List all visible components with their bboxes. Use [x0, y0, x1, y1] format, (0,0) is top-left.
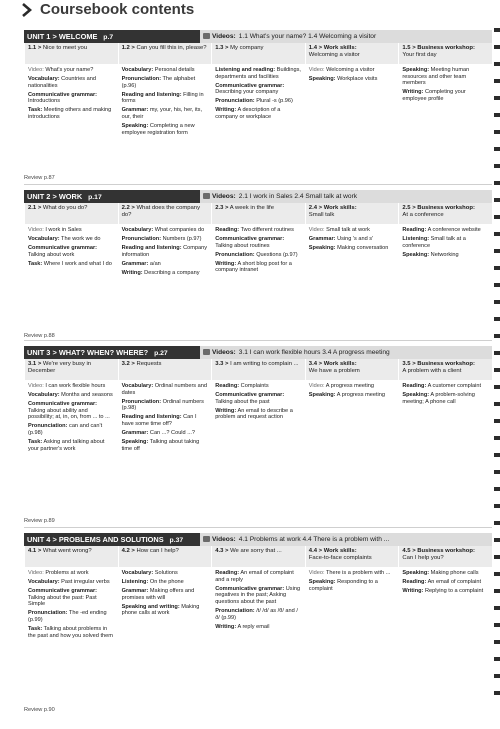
unit-page: p.27 — [152, 350, 168, 357]
edge-tab-mark — [494, 164, 500, 168]
edge-tab-mark — [494, 334, 500, 338]
lesson-item: Writing: Completing your employee profile — [402, 89, 466, 102]
lesson-item: Video: I can work flexible hours — [28, 383, 106, 389]
lesson-title: What do you do? — [42, 205, 88, 211]
lesson-body — [211, 64, 305, 121]
lesson-item: Video: Welcoming a visitor — [308, 67, 375, 73]
lesson-column — [24, 546, 118, 642]
lesson-header — [211, 546, 305, 567]
lesson-item: Speaking and writing: Making phone calls at work — [121, 603, 200, 617]
edge-tab-mark — [494, 130, 500, 134]
lesson-item: Reading: An email of complaint — [402, 579, 482, 586]
lesson-item: Vocabulary: Countries and nationalities — [28, 76, 96, 89]
lesson-item: Communicative grammar: Talking about the past: Past Simple — [28, 588, 98, 608]
unit-header — [24, 190, 492, 203]
lesson-item: Writing: A description of a company or workplace — [215, 107, 281, 121]
edge-tab-mark — [494, 28, 500, 32]
unit-page: p.17 — [86, 194, 102, 201]
unit-videos — [200, 533, 492, 546]
lesson-title: I am writing to complain ... — [230, 361, 299, 367]
edge-tab-mark — [494, 623, 500, 627]
unit-divider — [24, 340, 492, 341]
lesson-code: 3.1 > — [28, 361, 42, 367]
edge-tab-mark — [494, 198, 500, 202]
lesson-title: Can you fill this in, please? — [136, 45, 207, 51]
edge-tab-mark — [494, 79, 500, 83]
unit-page: p.7 — [101, 34, 114, 41]
lesson-item: Speaking: A progress meeting — [308, 392, 385, 399]
lesson-column — [305, 43, 399, 85]
lesson-code: 2.5 > Business workshop: — [402, 205, 475, 211]
lesson-title: My company — [230, 45, 264, 51]
lesson-body — [305, 380, 399, 399]
videos-label: Videos: — [212, 33, 236, 40]
lesson-item: Task: Where I work and what I do — [28, 260, 112, 267]
unit-page: p.37 — [167, 537, 184, 544]
lesson-column — [118, 43, 212, 139]
lesson-body — [24, 567, 118, 639]
edge-tab-mark — [494, 419, 500, 423]
unit-videos — [200, 30, 492, 43]
lesson-header — [118, 359, 212, 380]
videos-list: 4.1 Problems at work 4.4 There is a problem with ... — [238, 536, 390, 543]
lesson-item: Video: There is a problem with ... — [308, 570, 391, 576]
lesson-item: Video: I work in Sales — [28, 227, 82, 233]
lesson-header — [24, 359, 118, 380]
unit-header — [24, 533, 492, 546]
edge-tab-mark — [494, 402, 500, 406]
edge-tab-mark — [494, 436, 500, 440]
edge-tab-mark — [494, 521, 500, 525]
edge-tab-mark — [494, 453, 500, 457]
lesson-column — [118, 546, 212, 620]
lesson-item: Reading: Two different routines — [215, 227, 294, 233]
lesson-item: Pronunciation: Plural -s (p.96) — [215, 98, 293, 105]
lesson-column — [211, 203, 305, 277]
lesson-item: Pronunciation: Ordinal numbers (p.98) — [121, 398, 204, 412]
edge-tab-mark — [494, 572, 500, 576]
unit-videos — [200, 346, 492, 359]
lesson-item: Video: What's your name? — [28, 67, 94, 73]
lesson-item: Task: Meeting others and making introductions — [28, 107, 112, 121]
lesson-item: Reading: Complaints — [215, 383, 269, 389]
video-icon — [203, 536, 210, 542]
lesson-column — [398, 546, 492, 597]
edge-tab-mark — [494, 147, 500, 151]
video-icon — [203, 33, 210, 39]
lesson-code: 1.3 > — [215, 45, 229, 51]
lesson-header — [305, 203, 399, 224]
lesson-item: Listening: On the phone — [121, 579, 184, 586]
lesson-code: 3.5 > Business workshop: — [402, 361, 475, 367]
lesson-header — [118, 203, 212, 224]
lesson-item: Reading and listening: Can I have some time off? — [121, 414, 197, 427]
unit-header — [24, 346, 492, 359]
lesson-column — [398, 43, 492, 105]
lesson-item: Reading: An email of complaint and a reply — [215, 570, 294, 583]
lesson-item: Speaking: Meeting human resources and other team members — [402, 67, 470, 87]
lesson-item: Pronunciation: can and can't (p.98) — [28, 423, 103, 437]
lesson-title: What does the company do? — [121, 205, 201, 218]
lesson-column — [24, 359, 118, 455]
lesson-title: We have a problem — [308, 368, 360, 374]
lesson-body — [24, 64, 118, 121]
lesson-code: 1.2 > — [121, 45, 135, 51]
lesson-item: Communicative grammar: Talking about the past — [215, 392, 285, 405]
unit-label: UNIT 3 > WHAT? WHEN? WHERE? — [27, 348, 149, 357]
edge-tab-mark — [494, 317, 500, 321]
lesson-item: Speaking: Talking about taking time off — [121, 439, 200, 452]
lesson-item: Speaking: Responding to a complaint — [308, 579, 378, 592]
lesson-title: A problem with a client — [402, 368, 462, 374]
lesson-column — [211, 359, 305, 423]
video-icon — [203, 349, 210, 355]
lesson-body — [24, 224, 118, 267]
lesson-column — [118, 203, 212, 279]
unit-title — [24, 533, 200, 546]
lesson-title: A week in the life — [229, 205, 274, 211]
lesson-body — [211, 567, 305, 630]
lesson-header — [305, 546, 399, 567]
edge-tab-mark — [494, 215, 500, 219]
lesson-header — [118, 546, 212, 567]
edge-tab-mark — [494, 589, 500, 593]
page-edge-tabs — [494, 0, 500, 729]
lesson-item: Communicative grammar: Talking about ability and possibility; at, in, on, from ... to ... — [28, 401, 110, 421]
lesson-body — [398, 380, 492, 405]
edge-tab-mark — [494, 606, 500, 610]
lesson-header — [305, 359, 399, 380]
unit-header — [24, 30, 492, 43]
unit-divider — [24, 184, 492, 185]
lesson-code: 2.2 > — [121, 205, 135, 211]
lesson-item: Speaking: A problem-solving meeting; A phone call — [402, 392, 475, 405]
videos-label: Videos: — [212, 536, 236, 543]
lesson-column — [398, 203, 492, 261]
lesson-item: Speaking: Workplace visits — [308, 76, 378, 83]
lesson-item: Video: Small talk at work — [308, 227, 370, 233]
lesson-item: Writing: An email to describe a problem and request action — [215, 407, 293, 421]
lesson-header — [398, 43, 492, 64]
edge-tab-mark — [494, 96, 500, 100]
lesson-item: Grammar: Can ...? Could ...? — [121, 430, 195, 437]
lesson-item: Video: Problems at work — [28, 570, 89, 576]
videos-label: Videos: — [212, 193, 236, 200]
lesson-item: Vocabulary: The work we do — [28, 236, 101, 243]
lesson-title: We are sorry that ... — [230, 548, 282, 554]
lesson-header — [305, 43, 399, 64]
lesson-item: Vocabulary: Past irregular verbs — [28, 579, 110, 586]
edge-tab-mark — [494, 249, 500, 253]
lesson-item: Grammar: Using 's and s' — [308, 236, 374, 243]
edge-tab-mark — [494, 45, 500, 49]
edge-tab-mark — [494, 62, 500, 66]
lesson-item: Writing: A short blog post for a company intranet — [215, 260, 292, 274]
lesson-item: Speaking: Completing a new employee registration form — [121, 123, 195, 136]
lesson-title: We're very busy in December — [28, 361, 92, 374]
unit-videos — [200, 190, 492, 203]
lesson-body — [398, 224, 492, 258]
lesson-item: Speaking: Networking — [402, 251, 459, 258]
lesson-code: 4.4 > Work skills: — [308, 548, 357, 554]
edge-tab-mark — [494, 470, 500, 474]
edge-tab-mark — [494, 674, 500, 678]
lesson-item: Task: Asking and talking about your partner's work — [28, 439, 105, 452]
lesson-body — [305, 567, 399, 592]
lesson-item: Reading and listening: Company information — [121, 245, 208, 258]
lesson-code: 4.2 > — [121, 548, 135, 554]
lesson-item: Grammar: my, your, his, her, its, our, their — [121, 107, 203, 121]
lesson-item: Communicative grammar: Talking about routines — [215, 236, 285, 249]
lesson-item: Task: Talking about problems in the past and how you solved them — [28, 626, 113, 639]
review-reference: Review p.88 — [24, 333, 55, 339]
lesson-header — [24, 546, 118, 567]
lesson-body — [305, 224, 399, 252]
videos-label: Videos: — [212, 349, 236, 356]
lesson-column — [24, 43, 118, 123]
edge-tab-mark — [494, 487, 500, 491]
lesson-body — [118, 64, 212, 136]
lesson-header — [24, 43, 118, 64]
lesson-column — [118, 359, 212, 455]
lesson-header — [211, 359, 305, 380]
lesson-item: Listening and reading: Buildings, departments and facilities — [215, 67, 301, 80]
lesson-body — [118, 567, 212, 617]
lesson-item: Communicative grammar: Introductions — [28, 91, 98, 105]
lesson-item: Vocabulary: Ordinal numbers and dates — [121, 383, 207, 396]
lesson-body — [118, 224, 212, 277]
edge-tab-mark — [494, 657, 500, 661]
lesson-body — [24, 380, 118, 452]
lesson-header — [24, 203, 118, 224]
lesson-item: Communicative grammar: Using negatives in the past; Asking questions about the past — [215, 585, 301, 605]
lesson-column — [24, 203, 118, 270]
lesson-title: Small talk — [308, 212, 335, 218]
lesson-column — [211, 546, 305, 633]
unit-label: UNIT 1 > WELCOME — [27, 32, 98, 41]
videos-list: 1.1 What's your name? 1.4 Welcoming a visitor — [238, 33, 377, 40]
lesson-header — [398, 203, 492, 224]
lesson-item: Reading: A conference website — [402, 227, 481, 233]
lesson-item: Vocabulary: Months and seasons — [28, 392, 113, 399]
review-reference: Review p.90 — [24, 707, 55, 713]
lesson-item: Listening: Small talk at a conference — [402, 236, 466, 249]
edge-tab-mark — [494, 640, 500, 644]
unit-title — [24, 190, 200, 203]
chevron-right-icon — [22, 3, 32, 17]
lesson-title: Welcoming a visitor — [308, 52, 360, 58]
edge-tab-mark — [494, 351, 500, 355]
lesson-body — [211, 380, 305, 421]
lesson-item: Reading and listening: Filling in forms — [121, 91, 204, 105]
lesson-header — [211, 203, 305, 224]
lesson-header — [398, 546, 492, 567]
lesson-item: Writing: A reply email — [215, 623, 270, 630]
lesson-title: At a conference — [402, 212, 444, 218]
unit-title — [24, 346, 200, 359]
edge-tab-mark — [494, 113, 500, 117]
lesson-item: Grammar: a/an — [121, 260, 161, 267]
lesson-body — [398, 567, 492, 595]
lesson-item: Pronunciation: Questions (p.97) — [215, 251, 298, 258]
lesson-code: 1.4 > Work skills: — [308, 45, 357, 51]
lesson-item: Communicative grammar: Talking about work — [28, 245, 98, 258]
lesson-title: Requests — [136, 361, 162, 367]
lesson-item: Reading: A customer complaint — [402, 383, 482, 389]
lesson-column — [305, 546, 399, 595]
edge-tab-mark — [494, 385, 500, 389]
lesson-code: 4.3 > — [215, 548, 229, 554]
lesson-code: 4.1 > — [28, 548, 42, 554]
edge-tab-mark — [494, 555, 500, 559]
lesson-item: Speaking: Making conversation — [308, 245, 389, 252]
unit-label: UNIT 2 > WORK — [27, 192, 83, 201]
videos-list: 2.1 I work in Sales 2.4 Small talk at work — [238, 193, 358, 200]
video-icon — [203, 193, 210, 199]
lesson-item: Communicative grammar: Describing your company — [215, 82, 285, 96]
lesson-item: Pronunciation: The -ed ending (p.99) — [28, 610, 107, 624]
review-reference: Review p.89 — [24, 518, 55, 524]
edge-tab-mark — [494, 368, 500, 372]
lesson-code: 1.1 > — [28, 45, 42, 51]
lesson-code: 1.5 > Business workshop: — [402, 45, 475, 51]
lesson-item: Vocabulary: What companies do — [121, 227, 205, 233]
edge-tab-mark — [494, 266, 500, 270]
lesson-code: 3.4 > Work skills: — [308, 361, 357, 367]
lesson-item: Grammar: Making offers and promises with will — [121, 588, 195, 601]
edge-tab-mark — [494, 283, 500, 287]
lesson-title: Face-to-face complaints — [308, 555, 372, 561]
lesson-item: Video: A progress meeting — [308, 383, 375, 389]
lesson-column — [305, 359, 399, 401]
lesson-code: 2.3 > — [215, 205, 229, 211]
lesson-code: 3.3 > — [215, 361, 229, 367]
lesson-column — [305, 203, 399, 254]
page-title: Coursebook contents — [40, 1, 195, 18]
lesson-code: 2.4 > Work skills: — [308, 205, 357, 211]
review-reference: Review p.87 — [24, 175, 55, 181]
lesson-header — [118, 43, 212, 64]
lesson-column — [211, 43, 305, 123]
lesson-body — [398, 64, 492, 102]
lesson-item: Vocabulary: Personal details — [121, 67, 195, 73]
lesson-header — [398, 359, 492, 380]
lesson-item: Pronunciation: Numbers (p.97) — [121, 236, 202, 243]
page-header — [0, 0, 500, 20]
lesson-title: Your first day — [402, 52, 437, 58]
lesson-title: What went wrong? — [42, 548, 92, 554]
lesson-item: Speaking: Making phone calls — [402, 570, 479, 576]
edge-tab-mark — [494, 300, 500, 304]
lesson-title: Can I help you? — [402, 555, 444, 561]
lesson-item: Pronunciation: /t/ /d/ as /θ/ and /ð/ (p.99) — [215, 607, 298, 621]
unit-divider — [24, 527, 492, 528]
edge-tab-mark — [494, 181, 500, 185]
lesson-item: Vocabulary: Solutions — [121, 570, 178, 576]
edge-tab-mark — [494, 504, 500, 508]
lesson-code: 3.2 > — [121, 361, 135, 367]
lesson-title: Nice to meet you — [42, 45, 88, 51]
lesson-item: Writing: Replying to a complaint — [402, 588, 484, 595]
lesson-title: How can I help? — [136, 548, 179, 554]
lesson-body — [305, 64, 399, 83]
lesson-body — [118, 380, 212, 452]
unit-title — [24, 30, 200, 43]
lesson-body — [211, 224, 305, 274]
videos-list: 3.1 I can work flexible hours 3.4 A progress meeting — [238, 349, 390, 356]
lesson-item: Writing: Describing a company — [121, 269, 200, 276]
lesson-code: 4.5 > Business workshop: — [402, 548, 475, 554]
edge-tab-mark — [494, 232, 500, 236]
lesson-item: Pronunciation: The alphabet (p.96) — [121, 76, 196, 89]
lesson-header — [211, 43, 305, 64]
unit-label: UNIT 4 > PROBLEMS AND SOLUTIONS — [27, 535, 164, 544]
lesson-column — [398, 359, 492, 408]
edge-tab-mark — [494, 538, 500, 542]
lesson-code: 2.1 > — [28, 205, 42, 211]
edge-tab-mark — [494, 691, 500, 695]
